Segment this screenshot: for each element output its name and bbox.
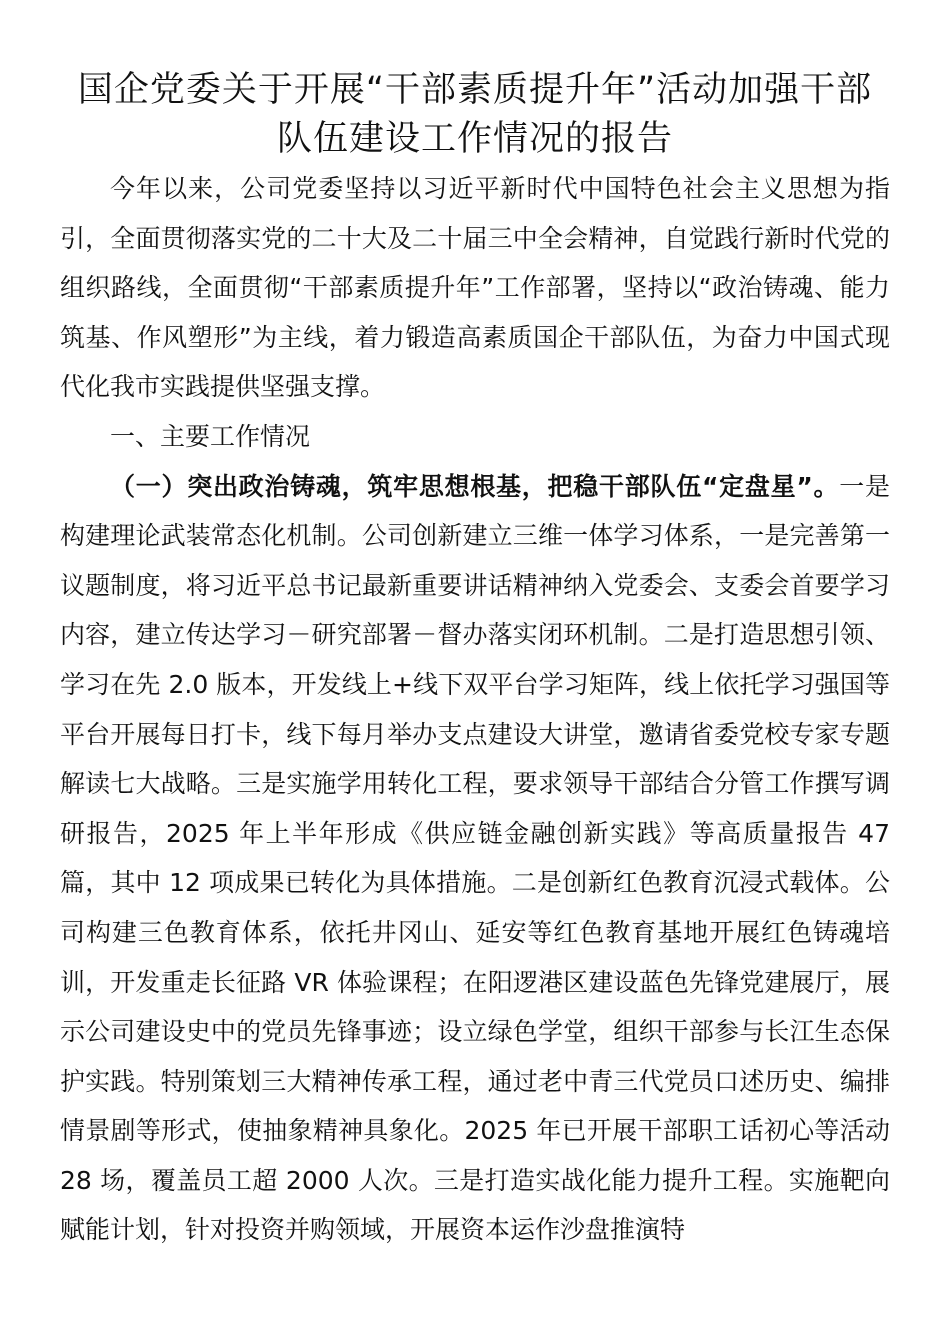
intro-paragraph: 今年以来，公司党委坚持以习近平新时代中国特色社会主义思想为指引，全面贯彻落实党的二十大及二十届三中全会精神，自觉践行新时代党的组织路线，全面贯彻“干部素质提升年”工作部署，坚持以“政治铸魂、能力筑基、作风塑形”为主线，着力锻造高素质国企干部队伍，为奋力中国式现代化我市实践提供坚强支撑。 xyxy=(60,174,890,402)
subsection-body: 一是构建理论武装常态化机制。公司创新建立三维一体学习体系，一是完善第一议题制度，将习近平总书记最新重要讲话精神纳入党委会、支委会首要学习内容，建立传达学习－研究部署－督办落实闭环机制。二是打造思想引领、学习在先 2.0 版本，开发线上+线下双平台学习矩阵，线上依托学习强国等平台开展每日打卡，线下每月举办支点建设大讲堂，邀请省委党校专家专题解读七大战略。三是实施学用转化工程，要求领导干部结合分管工作撰写调研报告，2025 年上半年形成《供应链金融创新实践》等高质量报告 47 篇，其中 12 项成果已转化为具体措施。二是创新红色教育沉浸式载体。公司构建三色教育体系，依托井冈山、延安等红色教育基地开展红色铸魂培训，开发重走长征路 VR 体验课程；在阳逻港区建设蓝色先锋党建展厅，展示公司建设史中的党员先锋事迹；设立绿色学堂，组织干部参与长江生态保护实践。特别策划三大精神传承工程，通过老中青三代党员口述历史、编排情景剧等形式，使抽象精神具象化。2025 年已开展干部职工话初心等活动 28 场，覆盖员工超 2000 人次。三是打造实战化能力提升工程。实施靶向赋能计划，针对投资并购领域，开展资本运作沙盘推演特 xyxy=(60,471,890,1245)
document-title xyxy=(60,66,890,164)
title-line-2: 队伍建设工作情况的报告 xyxy=(276,119,673,159)
section-heading: 一、主要工作情况 xyxy=(110,421,311,451)
subsection-paragraph xyxy=(60,462,890,1256)
subsection-heading: （一）突出政治铸魂，筑牢思想根基，把稳干部队伍“定盘星”。 xyxy=(110,471,840,501)
title-line-1: 国企党委关于开展“干部素质提升年”活动加强干部 xyxy=(77,70,873,110)
